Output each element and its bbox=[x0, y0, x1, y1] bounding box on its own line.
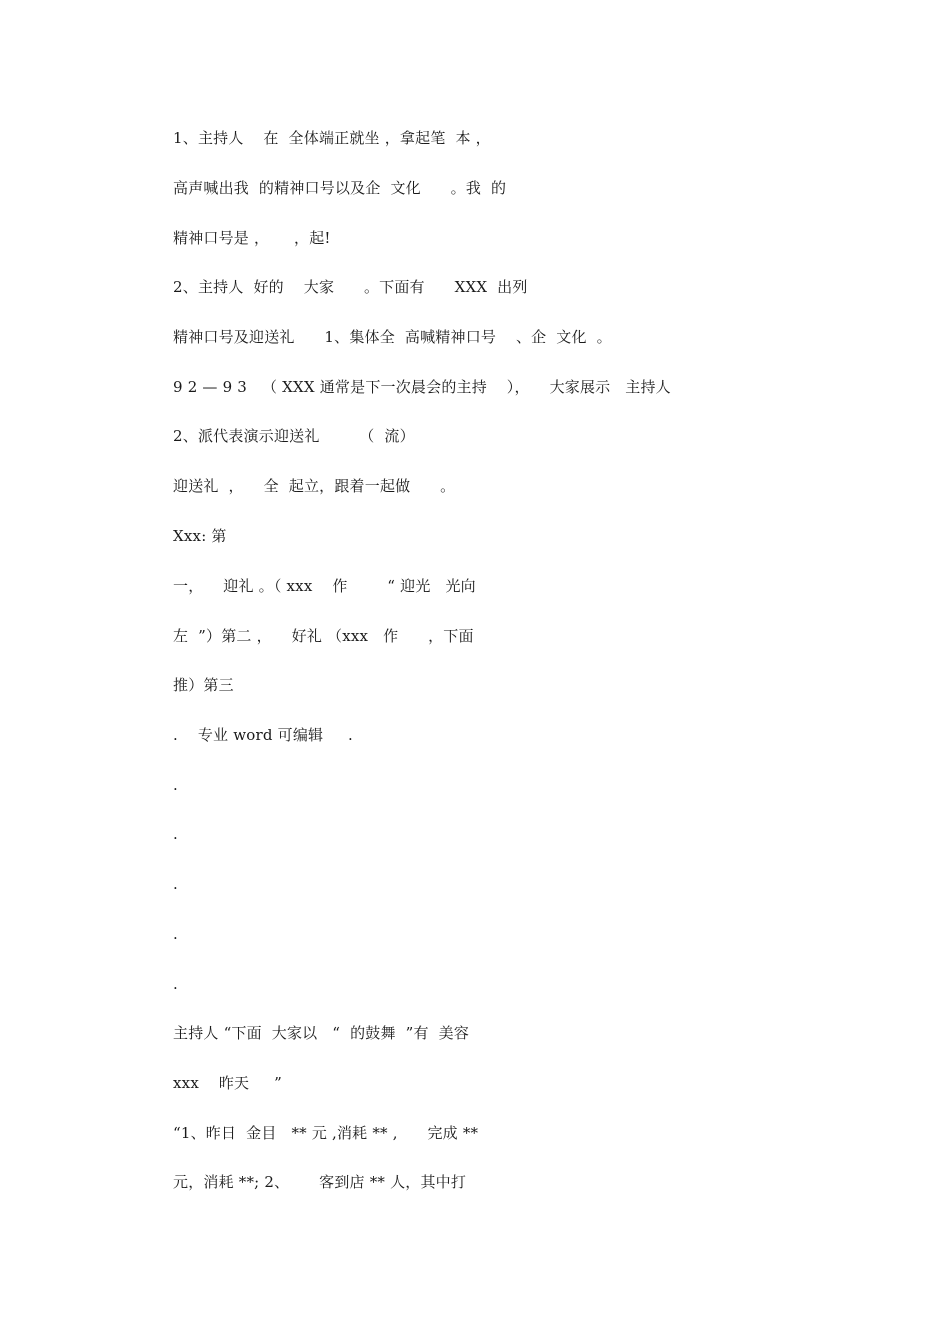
text-line: . bbox=[173, 975, 178, 993]
text-line: Xxx: 第 bbox=[173, 527, 227, 545]
text-line: 高声喊出我 的精神口号以及企 文化 。我 的 bbox=[173, 179, 507, 197]
text-line: 推）第三 bbox=[173, 676, 234, 694]
text-line: 左 ”）第二 ， 好礼 （xxx 作 ，下面 bbox=[173, 627, 474, 645]
text-line: xxx 昨天 ” bbox=[173, 1074, 282, 1092]
text-line: 精神口号及迎送礼 1、集体全 高喊精神口号 、企 文化 。 bbox=[173, 328, 612, 346]
text-line: 一， 迎礼 。（ xxx 作 “ 迎光 光向 bbox=[173, 577, 476, 595]
text-line: 迎送礼 ， 全 起立，跟着一起做 。 bbox=[173, 477, 456, 495]
text-line: 2、主持人 好的 大家 。下面有 XXX 出列 bbox=[173, 278, 528, 296]
text-line: 9 2 — 9 3 （ XXX 通常是下一次晨会的主持 ）， 大家展示 主持人 bbox=[173, 378, 671, 396]
text-line: . bbox=[173, 875, 178, 893]
text-line: 精神口号是 ， ，起! bbox=[173, 229, 331, 247]
text-line: “1、昨日 金目 ** 元 ,消耗 ** , 完成 ** bbox=[173, 1124, 479, 1142]
text-line: 1、主持人 在 全体端正就坐 ，拿起笔 本 ， bbox=[173, 129, 491, 147]
text-line: . bbox=[173, 825, 178, 843]
text-line: . 专业 word 可编辑 . bbox=[173, 726, 354, 744]
text-line: . bbox=[173, 925, 178, 943]
text-line: 元，消耗 **; 2、 客到店 ** 人，其中打 bbox=[173, 1173, 467, 1191]
text-line: 2、派代表演示迎送礼 （ 流） bbox=[173, 427, 415, 445]
text-line: 主持人 “下面 大家以 “ 的鼓舞 ”有 美容 bbox=[173, 1024, 470, 1042]
text-line: . bbox=[173, 776, 178, 794]
